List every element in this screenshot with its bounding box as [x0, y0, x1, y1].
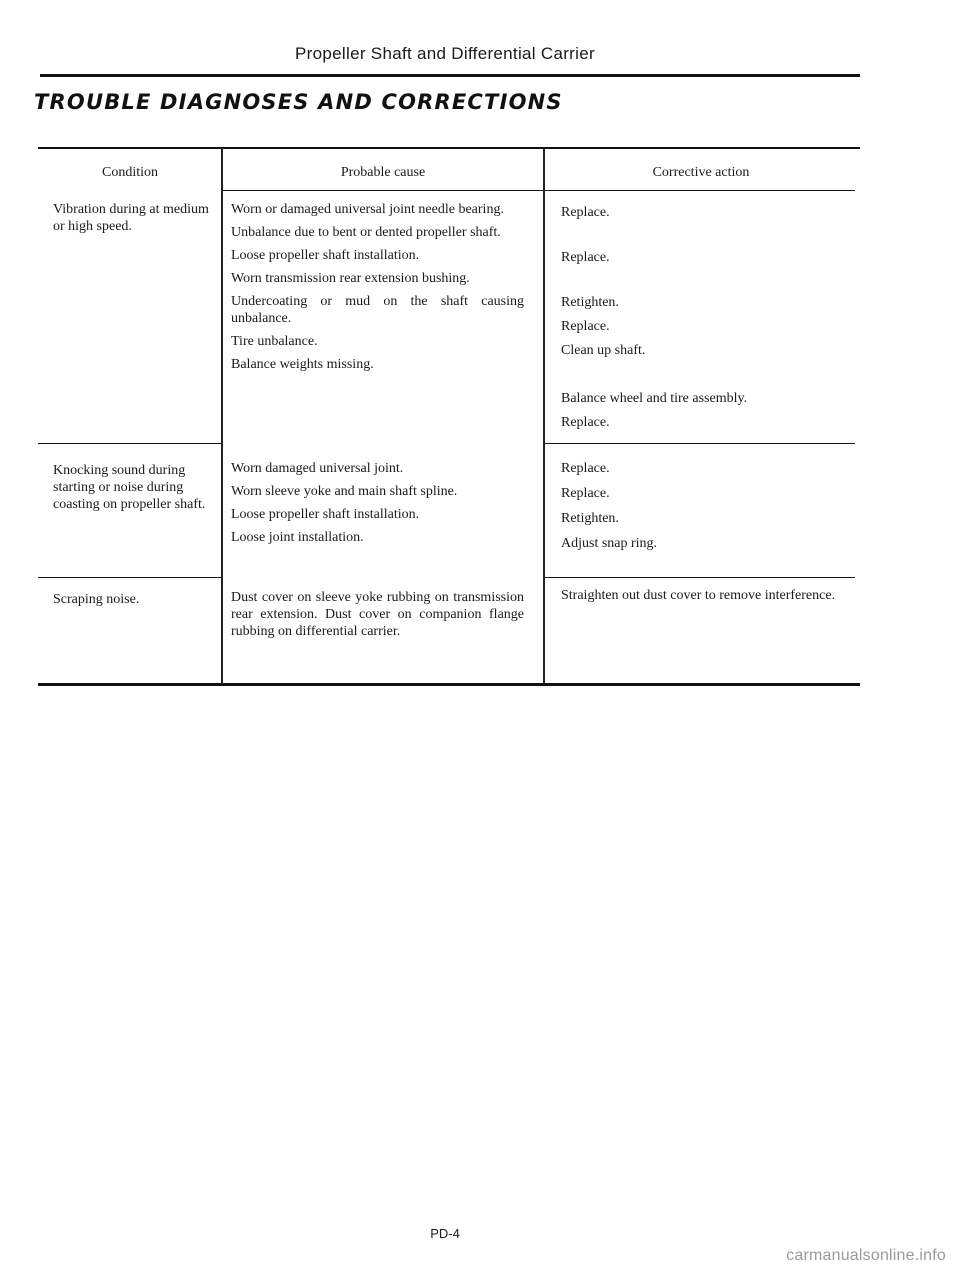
cause-line: Worn transmission rear extension bushing.	[231, 271, 470, 286]
column-header-action: Corrective action	[652, 165, 750, 180]
cause-line: Worn sleeve yoke and main shaft spline.	[231, 484, 458, 499]
condition-cell: Knocking sound during starting or noise during coasting on propeller shaft.	[53, 463, 206, 512]
action-line: Straighten out dust cover to remove interference.	[561, 588, 836, 603]
cause-line: Loose joint installation.	[231, 530, 364, 545]
action-line: Replace.	[561, 415, 610, 430]
action-line: Clean up shaft.	[561, 343, 646, 358]
condition-cell: Scraping noise.	[53, 592, 140, 607]
header-underline-cause	[222, 190, 544, 191]
cause-line: Unbalance due to bent or dented propeller shaft.	[231, 225, 501, 240]
action-line: Retighten.	[561, 511, 619, 526]
action-line: Retighten.	[561, 295, 619, 310]
action-cell	[561, 0, 861, 1273]
action-line: Replace.	[561, 250, 610, 265]
cause-line: Undercoating or mud on the shaft causing unbalance.	[231, 294, 524, 326]
column-divider-1	[221, 148, 223, 684]
cause-line: Loose propeller shaft installation.	[231, 248, 420, 263]
action-line: Replace.	[561, 319, 610, 334]
action-line: Replace.	[561, 486, 610, 501]
column-header-condition: Condition	[101, 165, 158, 180]
cause-cell	[231, 201, 524, 379]
action-cell	[561, 587, 861, 610]
action-line: Replace.	[561, 205, 610, 220]
condition-cell: Vibration during at medium or high speed.	[53, 202, 209, 234]
watermark: carmanualsonline.info	[786, 1247, 946, 1264]
cause-cell	[231, 589, 524, 646]
running-header: Propeller Shaft and Differential Carrier	[295, 44, 595, 63]
cause-line: Worn or damaged universal joint needle bearing.	[231, 202, 504, 217]
column-header-cause: Probable cause	[340, 165, 426, 180]
cause-line: Tire unbalance.	[231, 334, 318, 349]
group-separator-condition-1	[38, 443, 222, 444]
cause-line: Loose propeller shaft installation.	[231, 507, 420, 522]
section-title: TROUBLE DIAGNOSES AND CORRECTIONS	[34, 90, 563, 114]
cause-line: Dust cover on sleeve yoke rubbing on transmission rear extension. Dust cover on companion flange rubbing on differential carrier.	[231, 590, 524, 639]
action-line: Balance wheel and tire assembly.	[561, 391, 748, 406]
cause-line: Balance weights missing.	[231, 357, 374, 372]
cause-line: Worn damaged universal joint.	[231, 461, 404, 476]
column-divider-2	[543, 148, 545, 684]
action-line: Adjust snap ring.	[561, 536, 658, 551]
page-number: PD-4	[430, 1226, 460, 1241]
action-line: Replace.	[561, 461, 610, 476]
group-separator-condition-2	[38, 577, 222, 578]
cause-cell	[231, 460, 524, 552]
